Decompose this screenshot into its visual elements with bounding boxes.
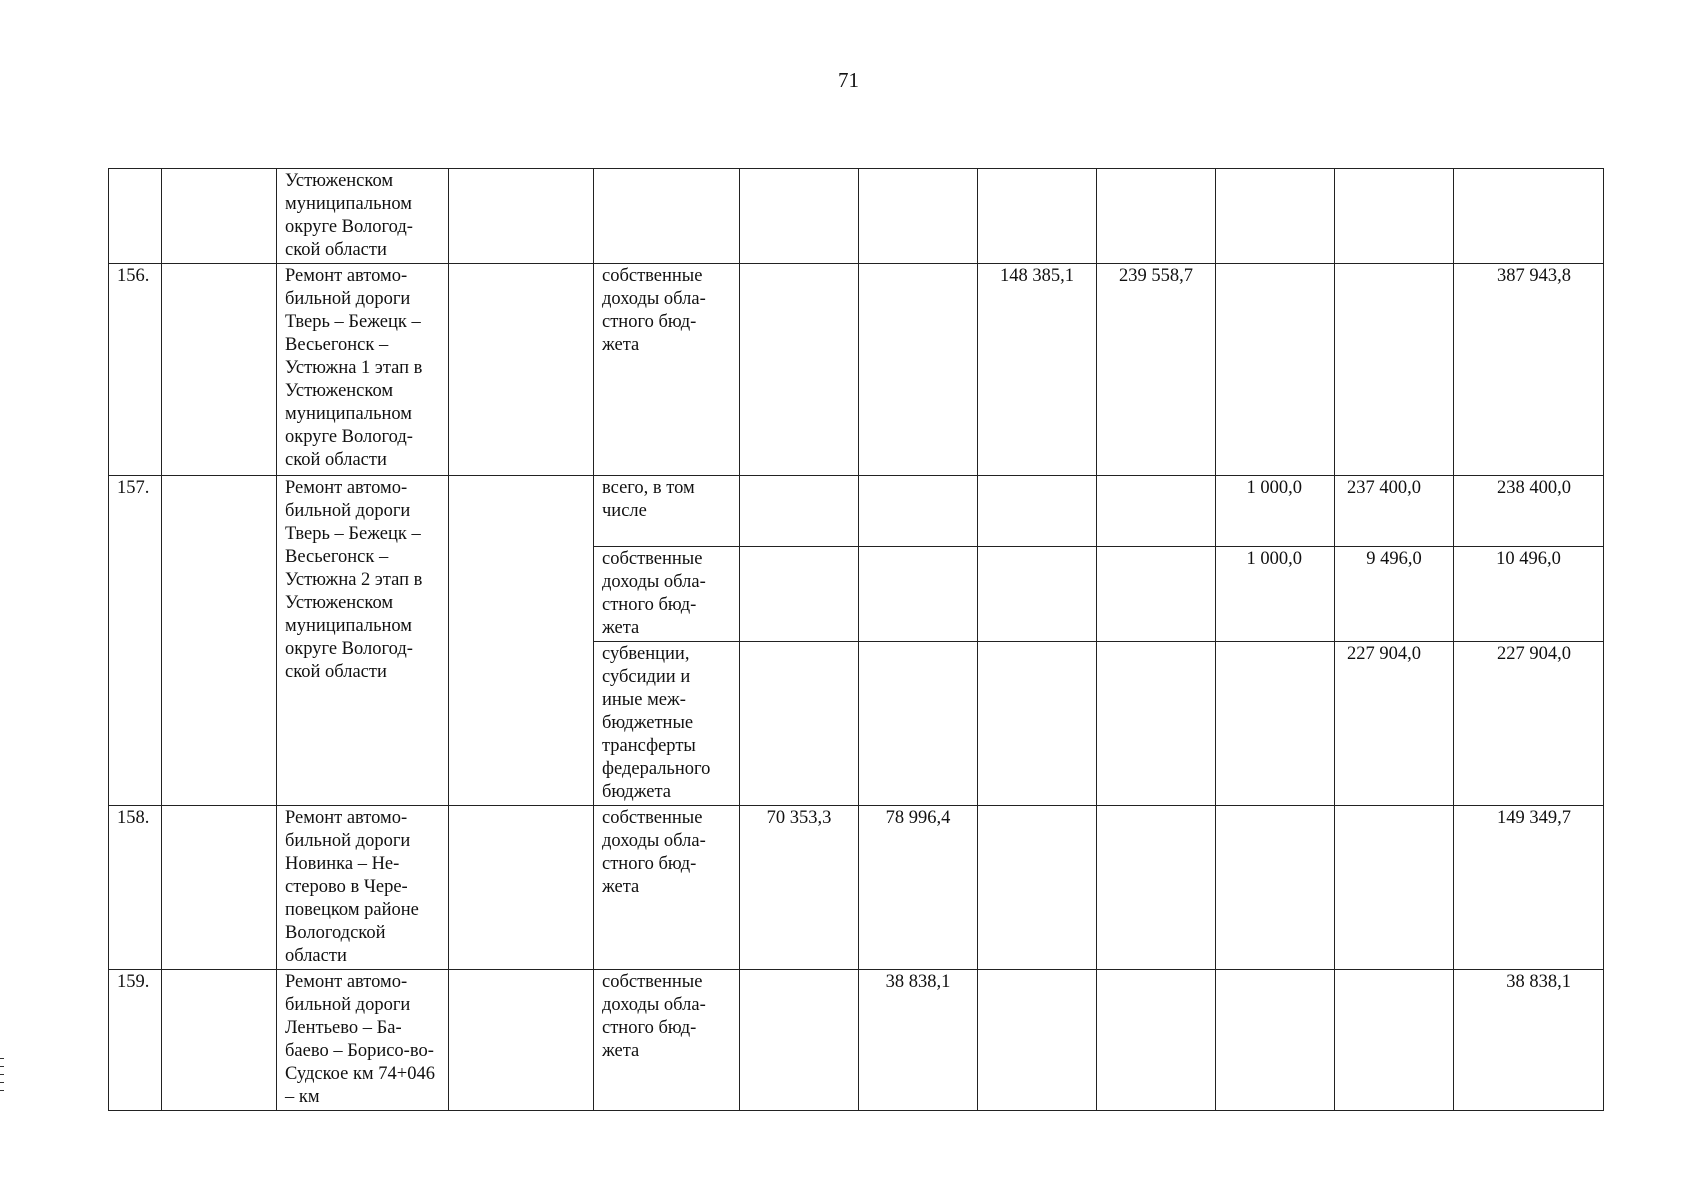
value-cell: 237 400,0 [1335,476,1454,547]
total-cell: 10 496,0 [1454,547,1604,642]
source-cell: собственные доходы обла-стного бюд-жета [594,970,740,1111]
row-number-cell: 156. [109,264,162,476]
value-cell: 227 904,0 [1335,642,1454,806]
total-cell: 38 838,1 [1454,970,1604,1111]
object-name-cell: Ремонт автомо-бильной дороги Лентьево – Ба-баево – Борисо-во-Судское км 74+046 – км [277,970,449,1111]
object-name-cell: Ремонт автомо-бильной дороги Тверь – Бежецк – Весьегонск – Устюжна 1 этап в Устюженском муниципальном округе Вологод-ской области [277,264,449,476]
table-row [109,264,1604,476]
source-cell: субвенции, субсидии и иные меж-бюджетные трансферты федерального бюджета [594,642,740,806]
executor-cell [449,806,594,970]
total-cell: 238 400,0 [1454,476,1604,547]
total-cell [1454,169,1604,264]
value-cell: 1 000,0 [1216,547,1335,642]
table-row [109,970,1604,1111]
row-number-cell: 159. [109,970,162,1111]
row-number-cell [109,169,162,264]
object-name-cell: Ремонт автомо-бильной дороги Тверь – Бежецк – Весьегонск – Устюжна 2 этап в Устюженском муниципальном округе Вологод-ской области [277,476,449,806]
total-cell: 387 943,8 [1454,264,1604,476]
value-cell: 1 000,0 [1216,476,1335,547]
code-cell [162,264,277,476]
page-number: 71 [838,68,859,92]
table-row [109,806,1604,970]
value-cell: 9 496,0 [1335,547,1454,642]
code-cell [162,169,277,264]
source-cell: собственные доходы обла-стного бюд-жета [594,547,740,642]
table-row [109,476,1604,547]
scan-margin-marks [0,1058,4,1098]
budget-table [108,168,1604,1111]
table-row [109,169,1604,264]
code-cell [162,476,277,806]
total-cell: 227 904,0 [1454,642,1604,806]
executor-cell [449,476,594,806]
value-cell: 78 996,4 [859,806,978,970]
value-cell: 148 385,1 [978,264,1097,476]
source-cell [594,169,740,264]
row-number-cell: 157. [109,476,162,806]
executor-cell [449,970,594,1111]
value-cell: 38 838,1 [859,970,978,1111]
value-cell: 239 558,7 [1097,264,1216,476]
code-cell [162,806,277,970]
row-number-cell: 158. [109,806,162,970]
executor-cell [449,264,594,476]
code-cell [162,970,277,1111]
executor-cell [449,169,594,264]
source-cell: собственные доходы обла-стного бюд-жета [594,806,740,970]
object-name-cell: Устюженском муниципальном округе Вологод-ской области [277,169,449,264]
value-cell: 70 353,3 [740,806,859,970]
object-name-cell: Ремонт автомо-бильной дороги Новинка – Не-стерово в Чере-повецком районе Вологодской области [277,806,449,970]
total-cell: 149 349,7 [1454,806,1604,970]
source-cell: всего, в том числе [594,476,740,547]
source-cell: собственные доходы обла-стного бюд-жета [594,264,740,476]
